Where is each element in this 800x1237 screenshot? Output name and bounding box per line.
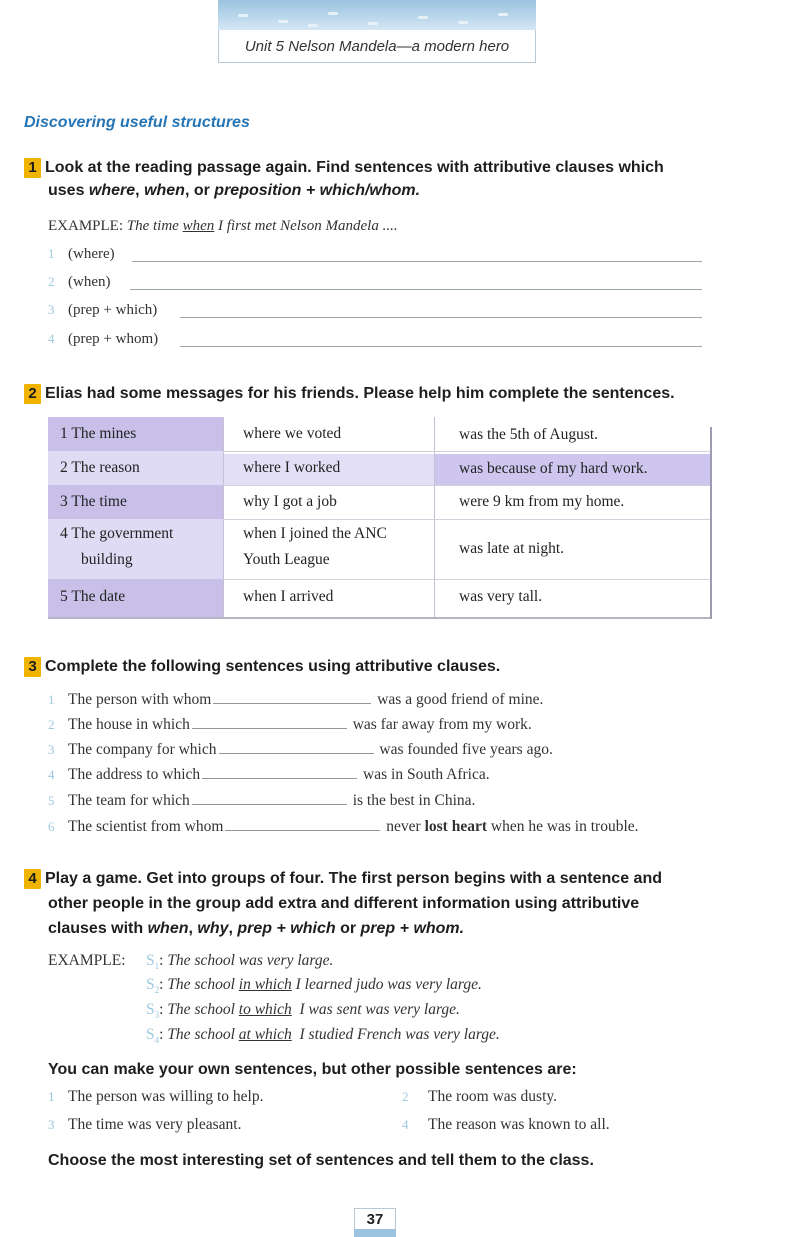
ex3-blank-6[interactable]: [225, 818, 380, 831]
ex4-example-2: $S_2$: The school in which I learned judo was very large.: [146, 976, 482, 996]
ex2-instruction: 2 Elias had some messages for his friends. Please help him complete the sentences.: [24, 382, 764, 405]
ex4-choose: Choose the most interesting set of sentences and tell them to the class.: [48, 1152, 594, 1169]
ex3-blank-1[interactable]: [213, 691, 371, 704]
ex1-answer-line-1[interactable]: [132, 261, 702, 262]
ex3-item-3: 3 The company for which was founded five years ago.: [48, 741, 553, 758]
table-row-2-clause: where I worked: [243, 459, 341, 476]
ex1-item-2: 2 (when): [48, 274, 111, 290]
table-row-3-clause: why I got a job: [243, 493, 337, 510]
header-banner-image: [218, 0, 536, 30]
ex1-item-1: 1 (where): [48, 246, 115, 262]
ex1-answer-line-3[interactable]: [180, 317, 702, 318]
ex4-example-3: $S_3$: The school to which I was sent was very large.: [146, 1001, 460, 1021]
table-row-5-clause: when I arrived: [243, 588, 334, 605]
table-row-5-predicate: was very tall.: [459, 588, 543, 605]
section-title: Discovering useful structures: [24, 114, 250, 131]
table-row-3-predicate: were 9 km from my home.: [459, 493, 625, 510]
ex4-option-2: 2 The room was dusty.: [402, 1088, 558, 1105]
table-row-3-subject: 3 The time: [60, 493, 127, 510]
page-number: 37: [354, 1208, 396, 1230]
ex3-item-6: 6 The scientist from whom never lost heart when he was in trouble.: [48, 818, 639, 835]
table-row-2-predicate: was because of my hard work.: [459, 460, 648, 477]
ex3-instruction: 3 Complete the following sentences using attributive clauses.: [24, 655, 764, 678]
ex1-item-3: 3 (prep + which): [48, 302, 158, 318]
ex3-item-4: 4 The address to which was in South Africa.: [48, 766, 490, 783]
ex4-option-1: 1 The person was willing to help.: [48, 1088, 264, 1105]
ex1-answer-line-4[interactable]: [180, 346, 702, 347]
unit-title: Unit 5 Nelson Mandela—a modern hero: [218, 30, 536, 63]
ex1-number-badge: 1: [24, 158, 41, 178]
ex4-option-3: 3 The time was very pleasant.: [48, 1116, 242, 1133]
ex4-make-own: You can make your own sentences, but other possible sentences are:: [48, 1061, 577, 1078]
page-number-bar: [354, 1229, 396, 1237]
table-row-4-subject: 4 The government: [60, 525, 174, 542]
table-row-4-clause: when I joined the ANC: [243, 525, 387, 542]
matching-table: [48, 417, 712, 619]
ex4-example-label: EXAMPLE:: [48, 952, 126, 969]
table-row-5-subject: 5 The date: [60, 588, 126, 605]
ex4-option-4: 4 The reason was known to all.: [402, 1116, 610, 1133]
table-row-4-predicate: was late at night.: [459, 540, 565, 557]
ex4-example-1: $S_1$: The school was very large.: [146, 952, 334, 972]
table-row-1-predicate: was the 5th of August.: [459, 426, 599, 443]
ex1-example: EXAMPLE: The time when I first met Nelson Mandela ....: [48, 218, 398, 234]
table-row-1-clause: where we voted: [243, 425, 342, 442]
table-row-4-clause-cont: Youth League: [243, 551, 330, 568]
ex1-answer-line-2[interactable]: [130, 289, 702, 290]
table-row-2-subject: 2 The reason: [60, 459, 140, 476]
ex3-blank-2[interactable]: [192, 716, 347, 729]
ex3-blank-5[interactable]: [192, 792, 347, 805]
ex1-instruction: 1 Look at the reading passage again. Find sentences with attributive clauses which uses where, when, or preposition + which/whom.: [24, 156, 744, 202]
ex1-item-4: 4 (prep + whom): [48, 331, 159, 347]
ex4-example-4: $S_4$: The school at which I studied French was very large.: [146, 1026, 500, 1046]
ex3-blank-4[interactable]: [202, 766, 357, 779]
ex4-instruction: 4 Play a game. Get into groups of four. The first person begins with a sentence and other people in the group add extra and different information using attributive clauses with when, why, prep + which or prep + whom.: [24, 866, 764, 941]
ex3-item-1: 1 The person with whom was a good friend of mine.: [48, 691, 544, 708]
ex3-item-5: 5 The team for which is the best in China.: [48, 792, 476, 809]
ex4-number-badge: 4: [24, 869, 41, 889]
table-row-4-subject-cont: building: [81, 551, 133, 568]
ex2-number-badge: 2: [24, 384, 41, 404]
table-row-1-subject: 1 The mines: [60, 425, 137, 442]
ex3-item-2: 2 The house in which was far away from my work.: [48, 716, 532, 733]
ex3-number-badge: 3: [24, 657, 41, 677]
ex3-blank-3[interactable]: [219, 741, 374, 754]
